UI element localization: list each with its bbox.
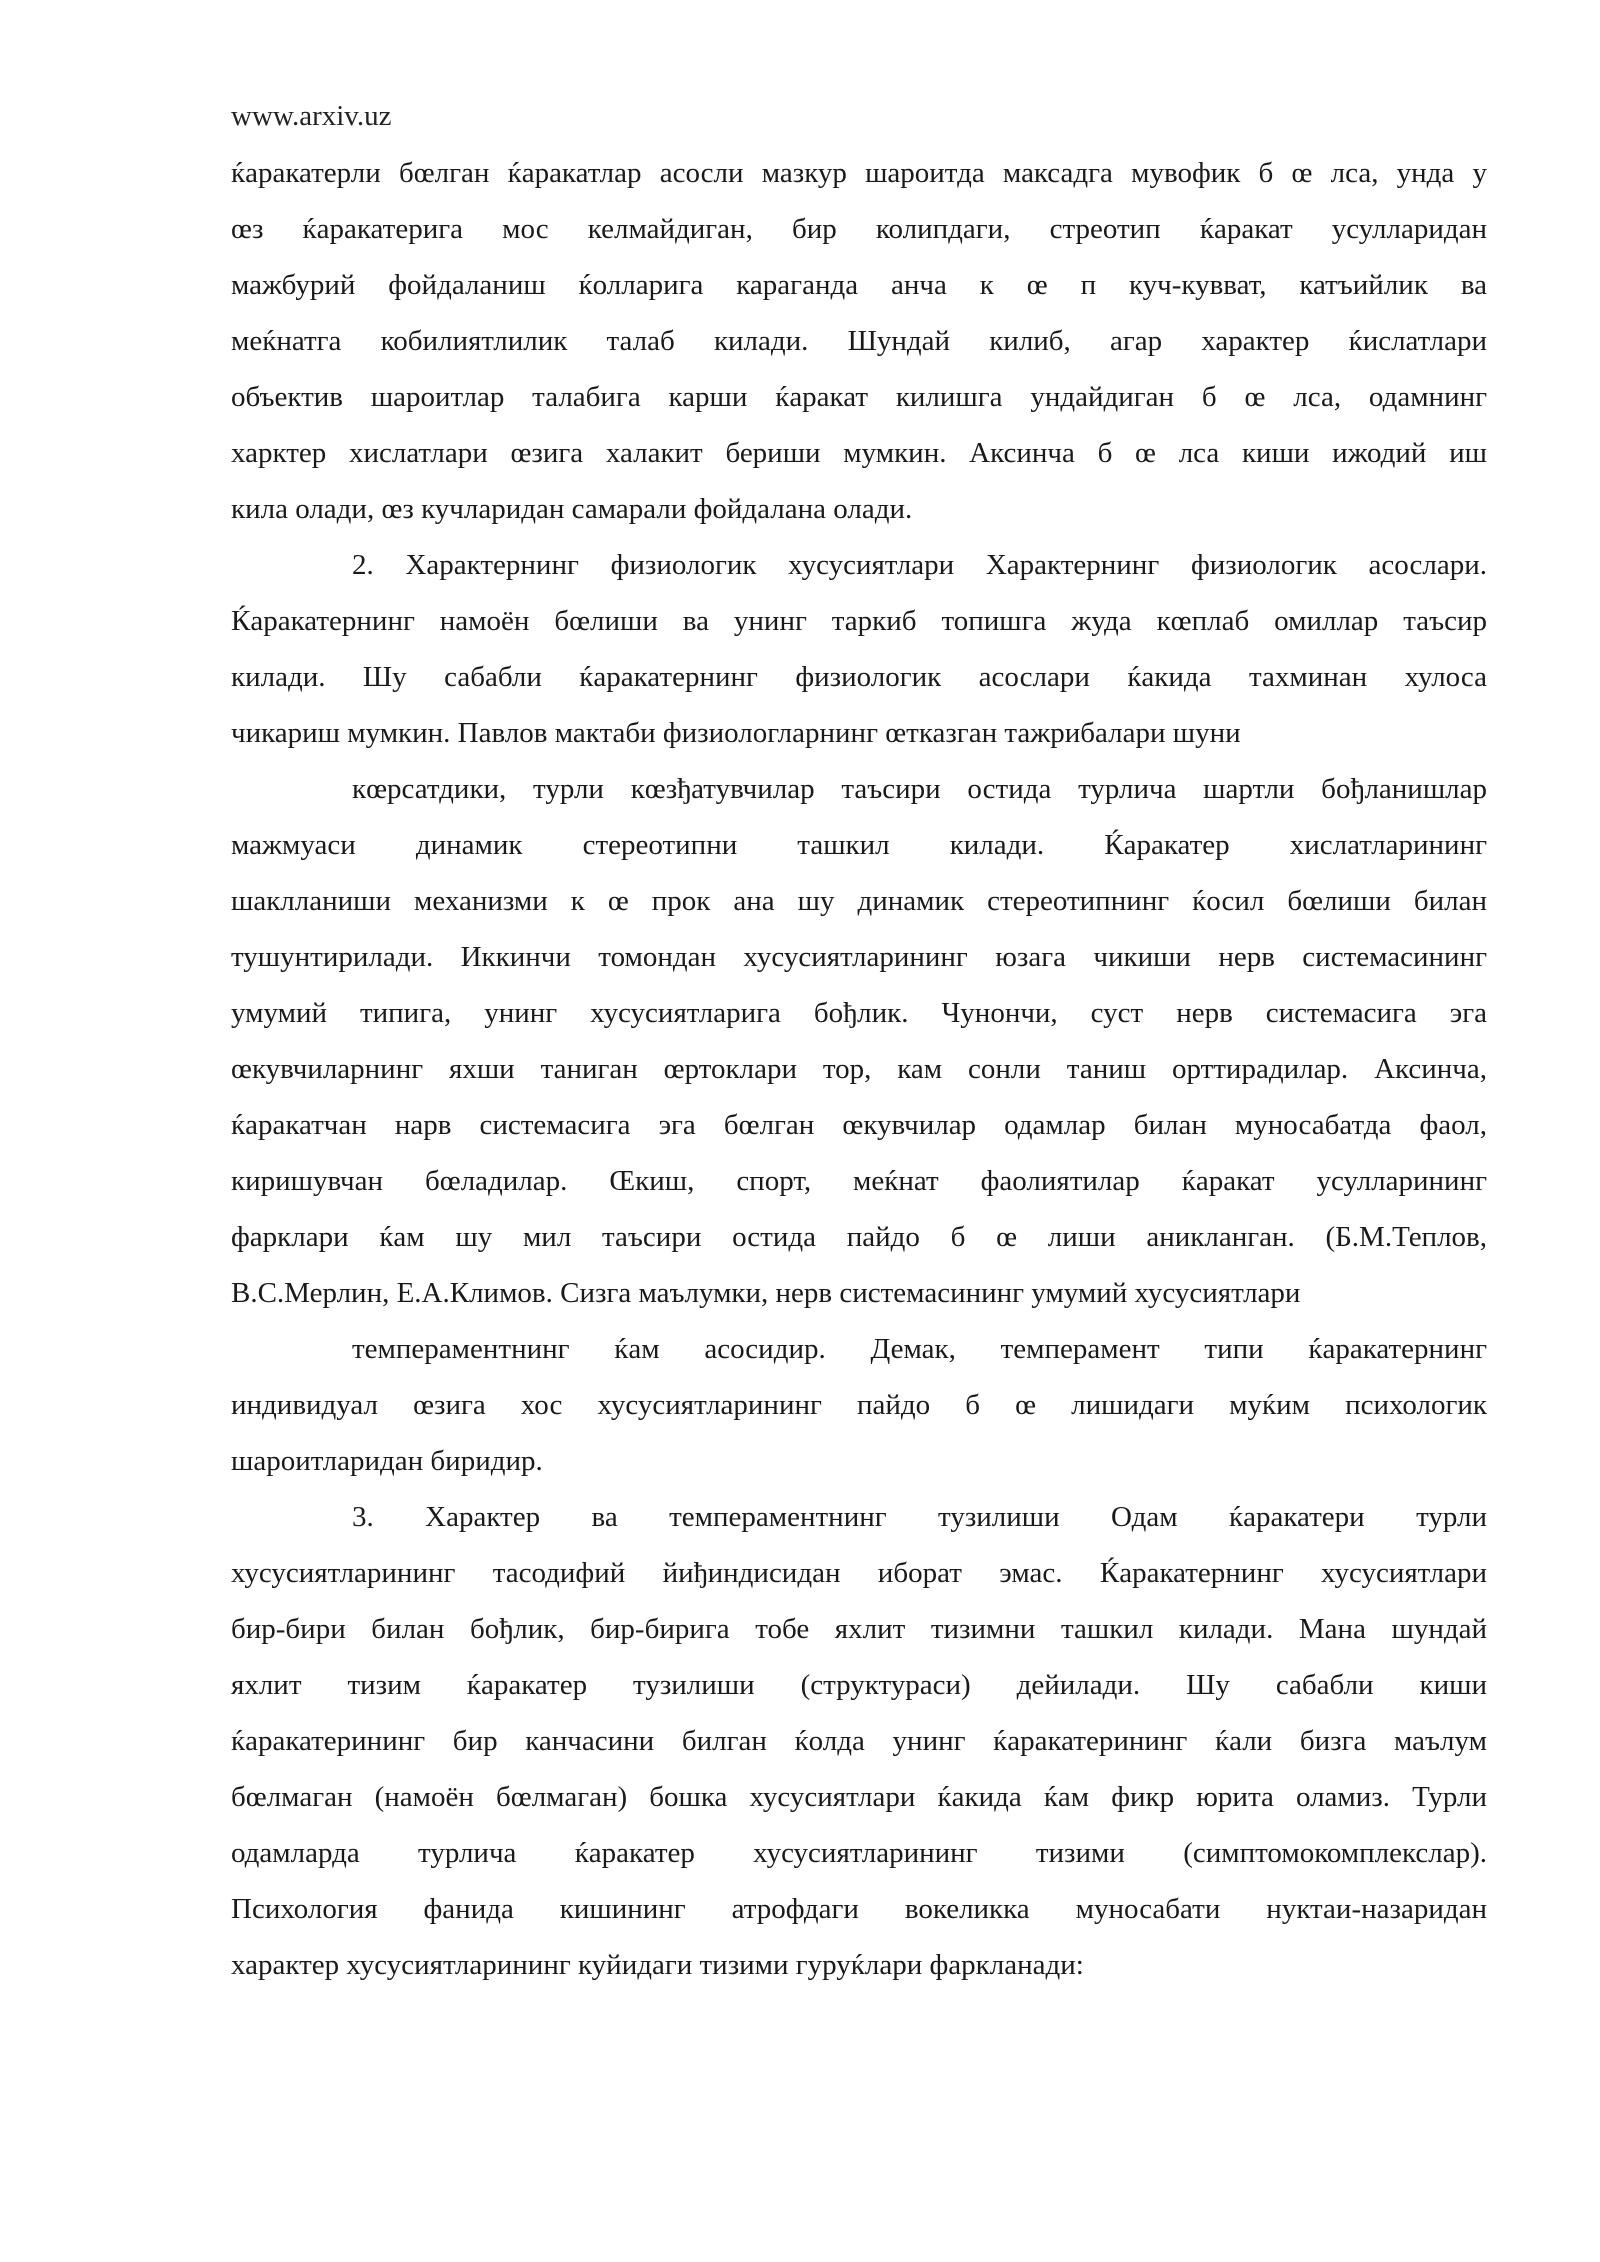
text-line: яхлит тизим ќаракатер тузилиши (структураси) дейилади. Шу сабабли киши (231, 1669, 1487, 1701)
text-line: Ќаракатернинг намоён бœлиши ва унинг таркиб топишга жуда кœплаб омиллар таъсир (231, 605, 1487, 637)
text-line: шароитларидан биридир. (231, 1445, 543, 1477)
text-line: кила олади, œз кучларидан самарали фойдалана олади. (231, 493, 913, 525)
text-line: 2. Характернинг физиологик хусусиятлари Характернинг физиологик асослари. (352, 549, 1487, 581)
text-line: мажмуаси динамик стереотипни ташкил килади. Ќаракатер хислатларининг (231, 829, 1487, 861)
text-line: харктер хислатлари œзига халакит бериши мумкин. Аксинча б œ лса киши ижодий иш (231, 437, 1487, 469)
text-line: меќнатга кобилиятлилик талаб килади. Шундай килиб, агар характер ќислатлари (231, 325, 1487, 357)
text-line: мажбурий фойдаланиш ќолларига караганда анча к œ п куч-кувват, катъийлик ва (231, 269, 1487, 301)
text-line: ќаракатерининг бир канчасини билган ќолда унинг ќаракатерининг ќали бизга маълум (231, 1725, 1487, 1757)
text-line: киришувчан бœладилар. Œкиш, спорт, меќнат фаолиятилар ќаракат усулларининг (231, 1165, 1487, 1197)
text-line: фарклари ќам шу мил таъсири остида пайдо б œ лиши аникланган. (Б.М.Теплов, (231, 1221, 1487, 1253)
site-url-header: www.arxiv.uz (231, 100, 392, 132)
text-line: объектив шароитлар талабига карши ќаракат килишга ундайдиган б œ лса, одамнинг (231, 381, 1487, 413)
text-line: В.С.Мерлин, Е.А.Климов. Сизга маълумки, нерв системасининг умумий хусусиятлари (231, 1277, 1301, 1309)
body-text (231, 145, 1487, 1993)
text-line: 3. Характер ва темпераментнинг тузилиши Одам ќаракатери турли (352, 1501, 1487, 1533)
text-line: кœрсатдики, турли кœзђатувчилар таъсири остида турлича шартли бођланишлар (352, 773, 1487, 805)
text-line: килади. Шу сабабли ќаракатернинг физиологик асослари ќакида тахминан хулоса (231, 661, 1487, 693)
text-line: ќаракатчан нарв системасига эга бœлган œкувчилар одамлар билан муносабатда фаол, (231, 1109, 1487, 1141)
text-line: бœлмаган (намоён бœлмаган) бошка хусусиятлари ќакида ќам фикр юрита оламиз. Турли (231, 1781, 1487, 1813)
text-line: чикариш мумкин. Павлов мактаби физиологларнинг œтказган тажрибалари шуни (231, 717, 1241, 749)
text-line: одамларда турлича ќаракатер хусусиятларининг тизими (симптомокомплекслар). (231, 1837, 1487, 1869)
text-line: тушунтирилади. Иккинчи томондан хусусиятларининг юзага чикиши нерв системасининг (231, 941, 1487, 973)
text-line: умумий типига, унинг хусусиятларига бођлик. Чунончи, суст нерв системасига эга (231, 997, 1487, 1029)
text-line: œз ќаракатерига мос келмайдиган, бир колипдаги, стреотип ќаракат усулларидан (231, 213, 1487, 245)
text-line: бир-бири билан бођлик, бир-бирига тобе яхлит тизимни ташкил килади. Мана шундай (231, 1613, 1487, 1645)
text-line: Психология фанида кишининг атрофдаги вокеликка муносабати нуктаи-назаридан (231, 1893, 1487, 1925)
text-line: хусусиятларининг тасодифий йиђиндисидан иборат эмас. Ќаракатернинг хусусиятлари (231, 1557, 1487, 1589)
text-line: индивидуал œзига хос хусусиятларининг пайдо б œ лишидаги муќим психологик (231, 1389, 1487, 1421)
text-line: œкувчиларнинг яхши таниган œртоклари тор, кам сонли таниш орттирадилар. Аксинча, (231, 1053, 1487, 1085)
text-line: ќаракатерли бœлган ќаракатлар асосли мазкур шароитда максадга мувофик б œ лса, унда у (231, 157, 1487, 189)
text-line: характер хусусиятларининг куйидаги тизими гуруќлари фаркланади: (231, 1949, 1084, 1981)
text-line: шаклланиши механизми к œ прок ана шу динамик стереотипнинг ќосил бœлиши билан (231, 885, 1487, 917)
text-line: темпераментнинг ќам асосидир. Демак, темперамент типи ќаракатернинг (352, 1333, 1487, 1365)
